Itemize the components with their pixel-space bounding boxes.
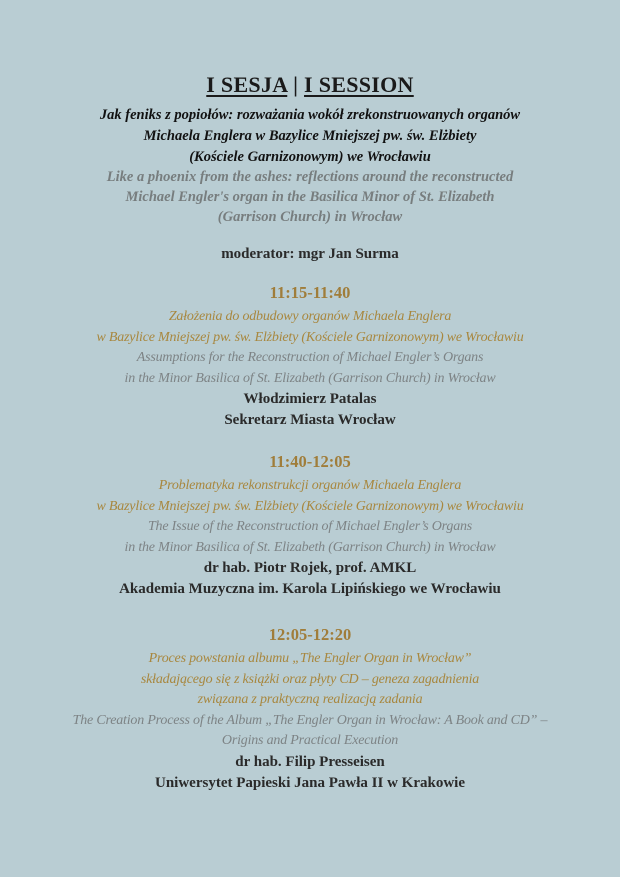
talk-time: 11:15-11:40 bbox=[269, 283, 351, 302]
speaker-affiliation: Sekretarz Miasta Wrocław bbox=[224, 412, 396, 428]
session-subtitle-en bbox=[20, 167, 600, 227]
speaker-affiliation: Uniwersytet Papieski Jana Pawła II w Krakowie bbox=[155, 774, 465, 791]
talk-2 bbox=[10, 451, 610, 600]
talk-title-pl: składającego się z książki oraz płyty CD – geneza zagadnienia bbox=[140, 671, 480, 687]
talk-title-pl: w Bazylice Mniejszej pw. św. Elżbiety (Kościele Garnizonowym) we Wrocławiu bbox=[96, 329, 524, 345]
talk-title-pl: w Bazylice Mniejszej pw. św. Elżbiety (Kościele Garnizonowym) we Wrocławiu bbox=[96, 498, 524, 514]
talk-title-pl: Proces powstania albumu „The Engler Organ in Wrocław” bbox=[148, 651, 472, 666]
talk-time: 11:40-12:05 bbox=[269, 452, 351, 471]
talk-3 bbox=[10, 624, 610, 794]
subtitle-pl-line: Michaela Englera w Bazylice Mniejszej pw. św. Elżbiety bbox=[143, 128, 477, 144]
talk-title-en: Assumptions for the Reconstruction of Michael Engler’s Organs bbox=[136, 350, 484, 365]
talk-title-pl: Założenia do odbudowy organów Michaela Englera bbox=[168, 309, 452, 324]
subtitle-pl-line: (Kościele Garnizonowym) we Wrocławiu bbox=[189, 149, 431, 165]
speaker-name: dr hab. Filip Presseisen bbox=[235, 753, 385, 770]
talk-time: 12:05-12:20 bbox=[268, 625, 352, 644]
subtitle-en-line: Like a phoenix from the ashes: reflections around the reconstructed bbox=[106, 169, 514, 185]
session-subtitle-pl bbox=[20, 105, 600, 168]
moderator: moderator: mgr Jan Surma bbox=[221, 246, 399, 262]
subtitle-en-line: Michael Engler's organ in the Basilica Minor of St. Elizabeth bbox=[125, 189, 495, 205]
session-title-pl: I SESJA bbox=[206, 72, 288, 97]
talk-title-en: The Creation Process of the Album „The Engler Organ in Wrocław: A Book and CD” – bbox=[72, 712, 548, 728]
subtitle-en-line: (Garrison Church) in Wrocław bbox=[217, 209, 403, 225]
speaker-affiliation: Akademia Muzyczna im. Karola Lipińskiego we Wrocławiu bbox=[119, 581, 501, 597]
talk-title-en: Origins and Practical Execution bbox=[221, 733, 399, 748]
speaker-name: Włodzimierz Patalas bbox=[243, 391, 377, 407]
title-separator: | bbox=[293, 72, 299, 97]
talk-title-pl: związana z praktyczną realizacją zadania bbox=[197, 692, 423, 707]
speaker-name: dr hab. Piotr Rojek, prof. AMKL bbox=[203, 560, 417, 576]
talk-title-pl: Problematyka rekonstrukcji organów Michaela Englera bbox=[158, 478, 462, 493]
talk-title-en: The Issue of the Reconstruction of Michael Engler’s Organs bbox=[147, 519, 473, 534]
talk-1 bbox=[10, 282, 610, 431]
subtitle-pl-line: Jak feniks z popiołów: rozważania wokół zrekonstruowanych organów bbox=[99, 107, 521, 123]
talk-title-en: in the Minor Basilica of St. Elizabeth (Garrison Church) in Wrocław bbox=[124, 370, 496, 386]
talk-title-en: in the Minor Basilica of St. Elizabeth (Garrison Church) in Wrocław bbox=[124, 539, 496, 555]
session-title-en: I SESSION bbox=[304, 72, 414, 97]
session-title bbox=[0, 72, 620, 98]
